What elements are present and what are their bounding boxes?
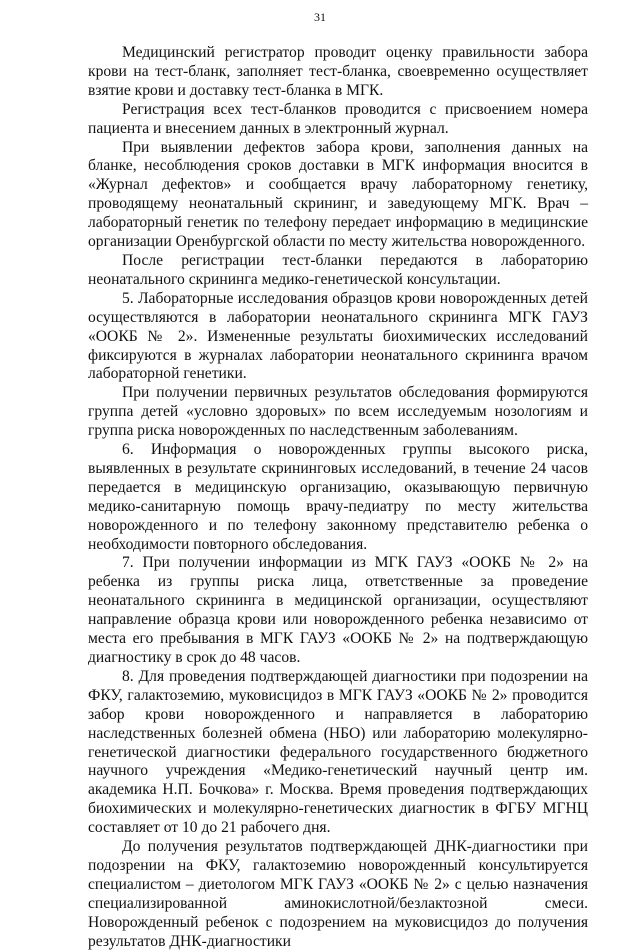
paragraph: Регистрация всех тест-бланков проводится с присвоением номера пациента и внесением данных в электронный журнал. [88, 100, 588, 137]
page-number: 31 [314, 10, 326, 24]
paragraph: Медицинский регистратор проводит оценку правильности забора крови на тест-бланк, заполняет тест-бланка, своевременно осуществляет взятие крови и доставку тест-бланка в МГК. [88, 44, 588, 99]
paragraph: 7. При получении информации из МГК ГАУЗ «ООКБ № 2» на ребенка из группы риска лица, ответственные за проведение неонатального скрининга в медицинской организации, осуществляют направление образца крови или новорожденного ребенка независимо от места его пребывания в МГК ГАУЗ «ООКБ № 2» на подтверждающую диагностику в срок до 48 часов. [88, 554, 588, 666]
paragraph: 6. Информация о новорожденных группы высокого риска, выявленных в результате скрининговых исследований, в течение 24 часов передается в медицинскую организацию, оказывающую первичную медико-санитарную помощь врачу-педиатру по месту жительства новорожденного и по телефону законному представителю ребенка о необходимости повторного обследования. [88, 441, 588, 553]
paragraph: 5. Лабораторные исследования образцов крови новорожденных детей осуществляются в лаборатории неонатального скрининга МГК ГАУЗ «ООКБ № 2». Измененные результаты биохимических исследований фиксируются в журналах лаборатории неонатального скрининга врачом лабораторной генетики. [88, 289, 588, 383]
paragraph: После регистрации тест-бланки передаются в лабораторию неонатального скрининга медико-генетической консультации. [88, 251, 588, 288]
paragraph: 8. Для проведения подтверждающей диагностики при подозрении на ФКУ, галактоземию, муковисцидоз в МГК ГАУЗ «ООКБ № 2» проводится забор крови новорожденного и направляется в лабораторию наследственных болезней обмена (НБО) или лабораторию молекулярно-генетической диагностики федерального государственного бюджетного научного учреждения «Медико-генетический научный центр им. академика Н.П. Бочкова» г. Москва. Время проведения подтверждающих биохимических и молекулярно-генетических диагностик в ФГБУ МГНЦ составляет от 10 до 21 рабочего дня. [88, 667, 588, 837]
document-body [88, 0, 588, 952]
paragraph: При получении первичных результатов обследования формируются группа детей «условно здоровых» по всем исследуемым нозологиям и группа риска новорожденных по наследственным заболеваниям. [88, 384, 588, 440]
paragraph: При выявлении дефектов забора крови, заполнения данных на бланке, несоблюдения сроков доставки в МГК информация вносится в «Журнал дефектов» и сообщается врачу лабораторному генетику, проводящему неонатальный скрининг, и заведующему МГК. Врач – лабораторный генетик по телефону передает информацию в медицинские организации Оренбургской области по месту жительства новорожденного. [88, 138, 588, 251]
paragraph: До получения результатов подтверждающей ДНК-диагностики при подозрении на ФКУ, галактоземию новорожденный консультируется специалистом – диетологом МГК ГАУЗ «ООКБ № 2» с целью назначения специализированной аминокислотной/безлактозной смеси. Новорожденный ребенок с подозрением на муковисцидоз до получения результатов ДНК-диагностики [88, 838, 588, 950]
